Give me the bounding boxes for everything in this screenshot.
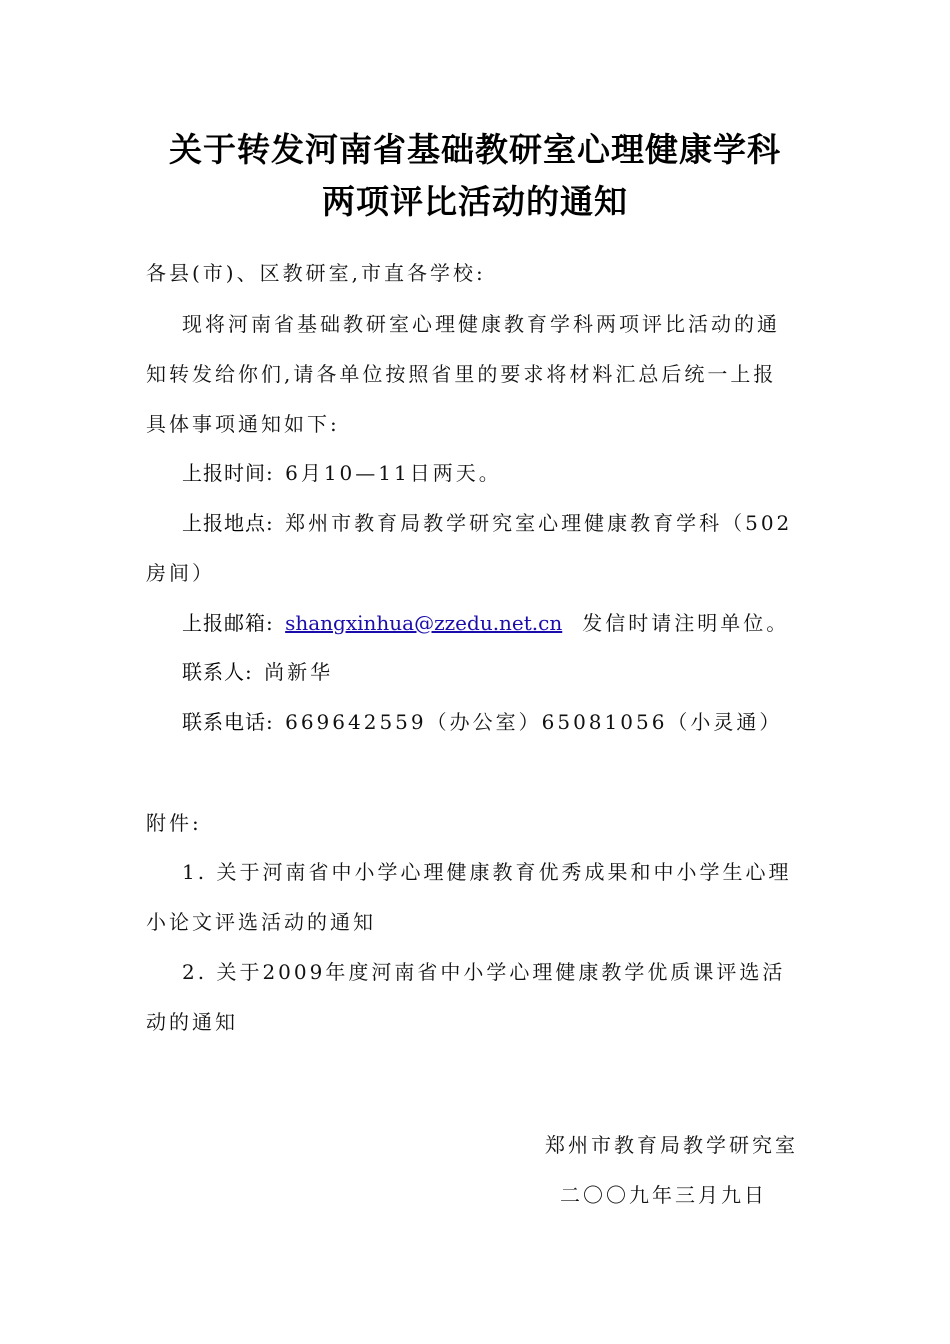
document-title-line2: 两项评比活动的通知 <box>322 182 628 221</box>
attachment-item-1-line2: 小论文评选活动的通知 <box>146 910 376 934</box>
report-time-value: : 6月10—11日两天。 <box>266 461 502 485</box>
salutation: 各县(市)、区教研室,市直各学校: <box>146 261 486 285</box>
body-paragraph-line3 <box>146 409 808 439</box>
body-text: 具体事项通知如下: <box>146 412 340 436</box>
report-email-separator: : <box>266 611 286 635</box>
signature-date: 二〇〇九年三月九日 <box>560 1183 767 1207</box>
report-place-row <box>182 508 808 538</box>
email-link[interactable]: shangxinhua@zzedu.net.cn <box>285 611 563 635</box>
report-time-row <box>182 458 808 488</box>
body-text: 现将河南省基础教研室心理健康教育学科两项评比活动的通 <box>182 312 780 336</box>
contact-phone-row <box>182 707 808 737</box>
attachment-item-2-line2: 动的通知 <box>146 1010 238 1034</box>
attachment-item-1-line1: 1. 关于河南省中小学心理健康教育优秀成果和中小学生心理 <box>182 860 792 884</box>
report-place-row-cont <box>146 558 808 588</box>
attachment-item-2-line1: 2. 关于2009年度河南省中小学心理健康教学优质课评选活 <box>182 960 786 984</box>
report-email-row <box>182 608 808 638</box>
body-paragraph-line1 <box>182 309 808 339</box>
report-place-value-cont: 房间） <box>146 561 215 585</box>
document-title-line1: 关于转发河南省基础教研室心理健康学科 <box>169 130 781 169</box>
contact-person-value: : 尚新华 <box>245 660 334 684</box>
report-place-value: : 郑州市教育局教学研究室心理健康教育学科（502 <box>266 511 793 535</box>
report-email-note: 发信时请注明单位。 <box>582 611 790 635</box>
contact-person-label: 联系人 <box>182 660 245 684</box>
body-text: 知转发给你们,请各单位按照省里的要求将材料汇总后统一上报 <box>146 362 777 386</box>
contact-person-row <box>182 657 808 687</box>
report-email-label: 上报邮箱 <box>182 611 266 635</box>
contact-phone-value: : 669642559（办公室）65081056（小灵通） <box>266 710 783 734</box>
attachments-heading: 附件: <box>146 811 202 835</box>
body-paragraph-line2 <box>146 359 808 389</box>
report-time-label: 上报时间 <box>182 461 266 485</box>
contact-phone-label: 联系电话 <box>182 710 266 734</box>
signature-organization: 郑州市教育局教学研究室 <box>545 1133 798 1157</box>
report-place-label: 上报地点 <box>182 511 266 535</box>
